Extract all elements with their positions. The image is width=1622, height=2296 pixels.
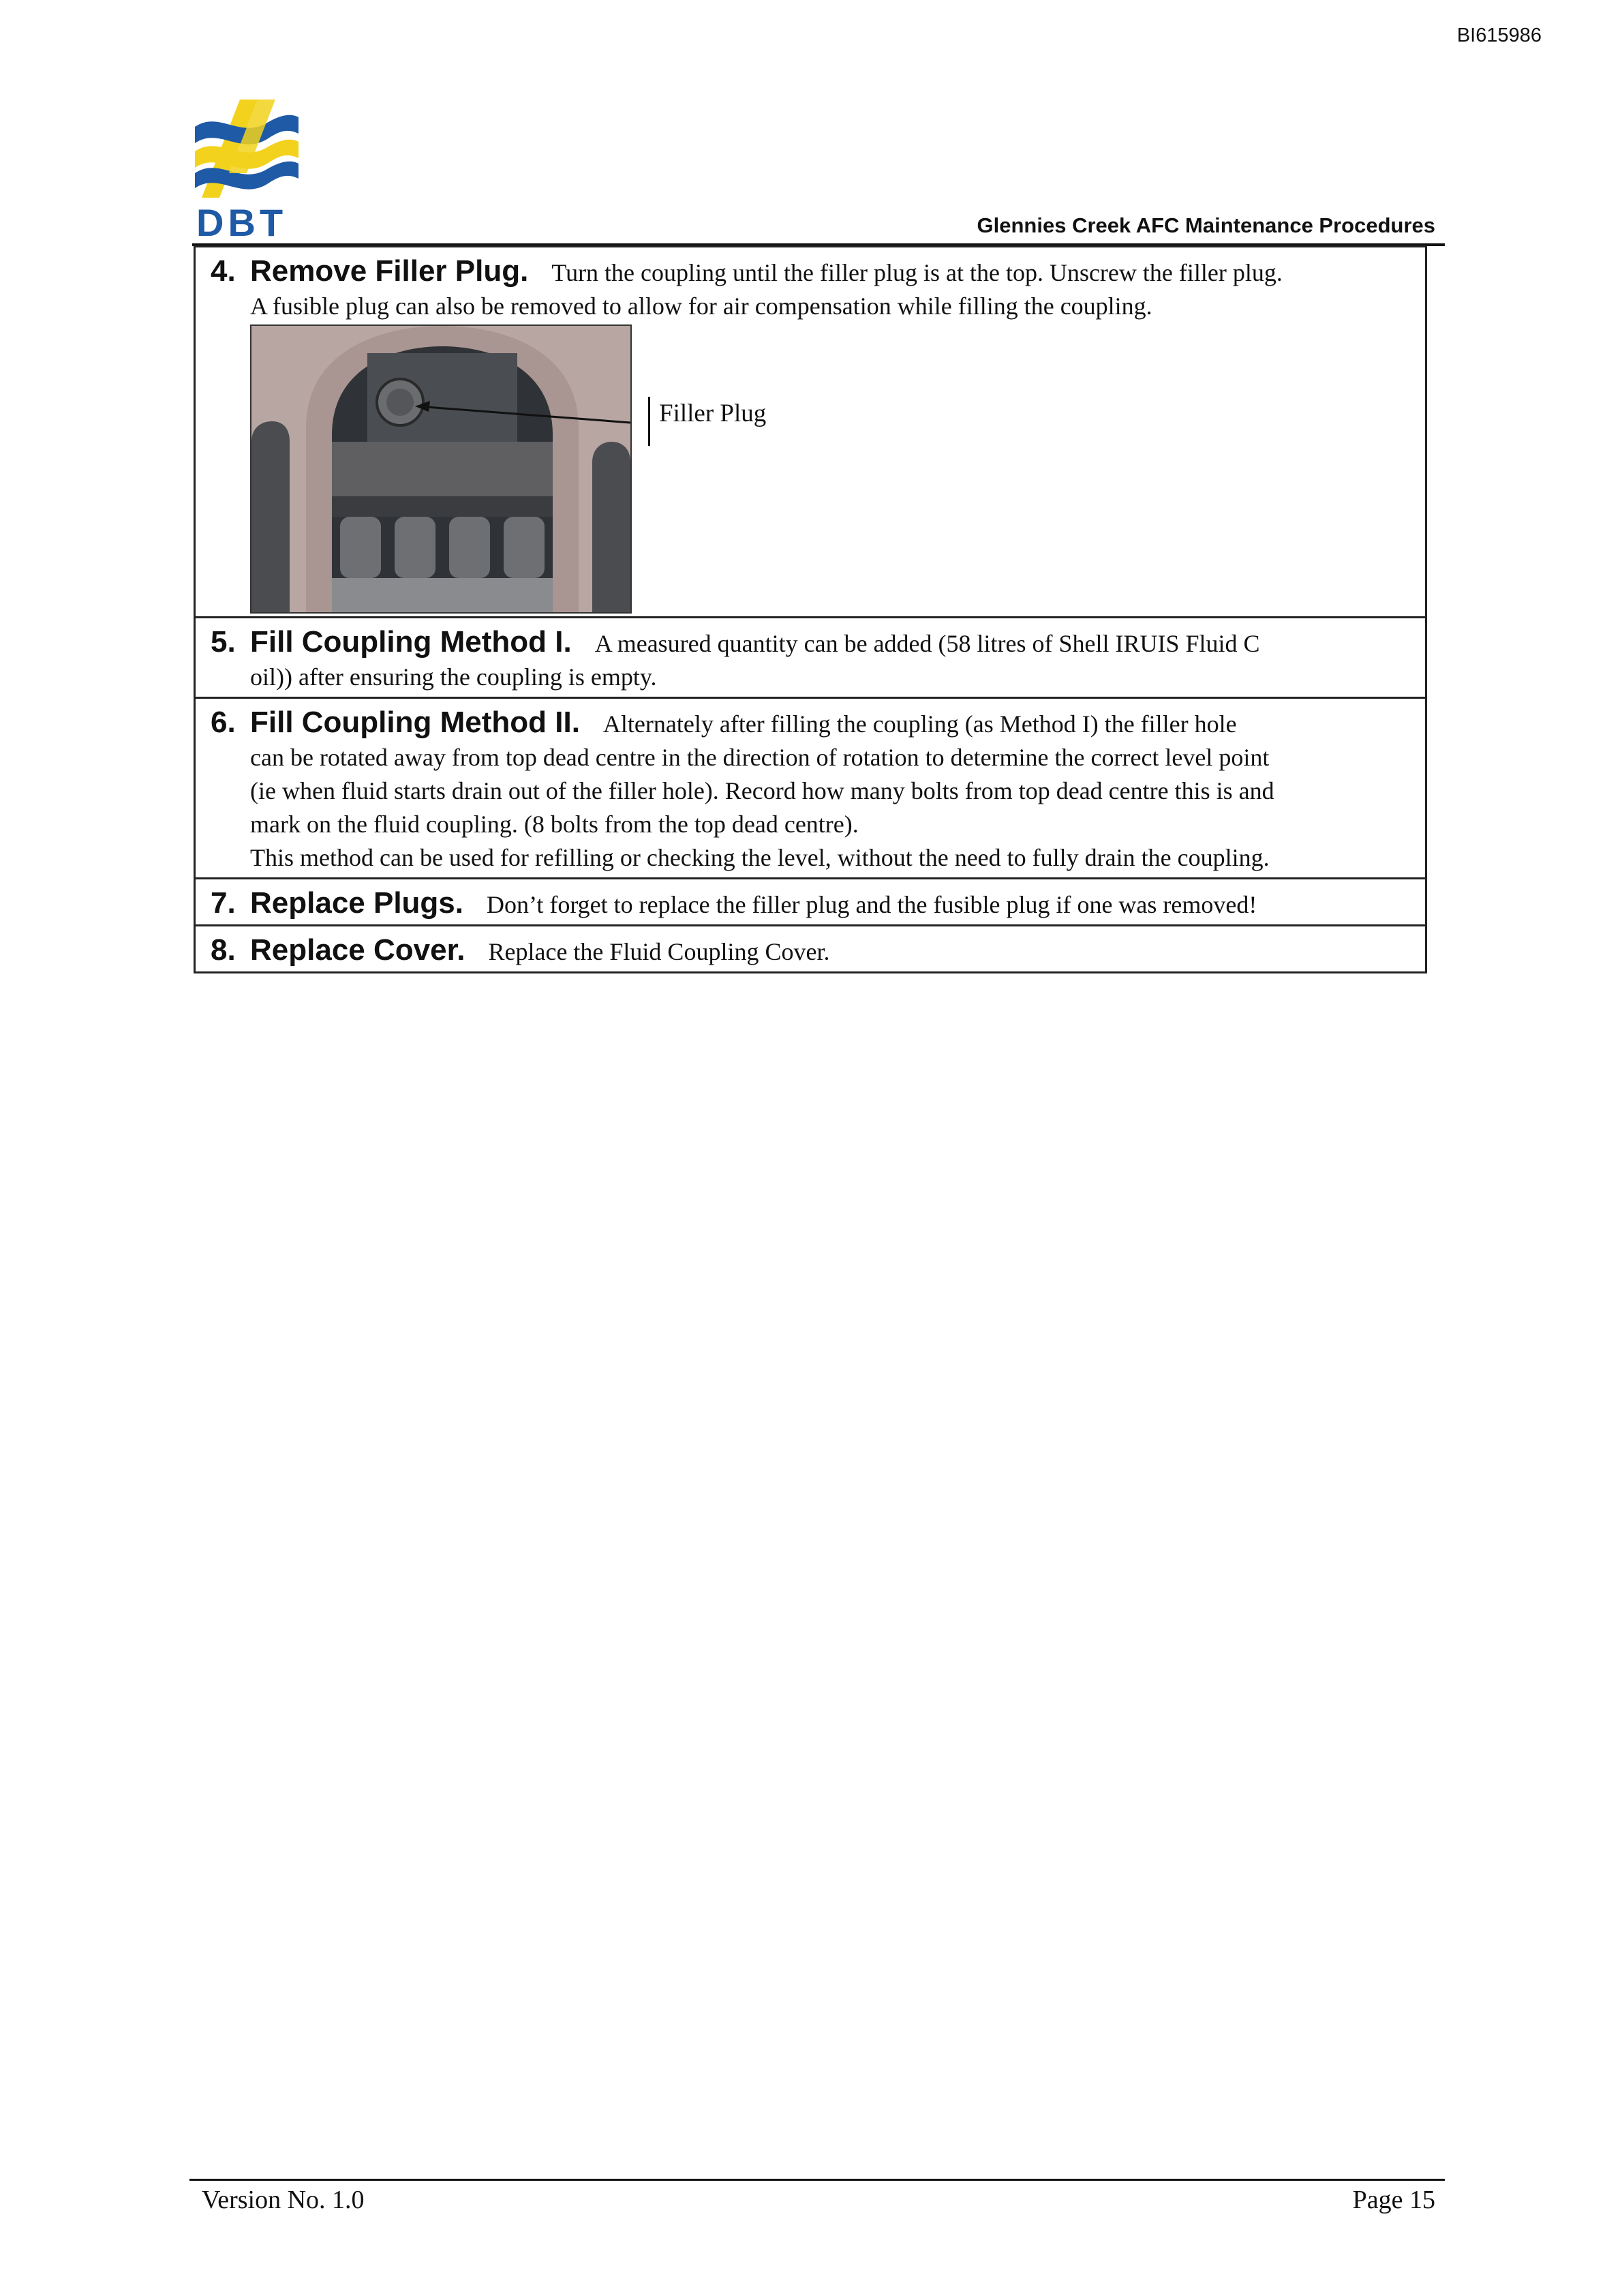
step-body: Turn the coupling until the filler plug is at the top. Unscrew the filler plug.	[551, 259, 1283, 286]
filler-plug-callout: Filler Plug	[659, 399, 767, 427]
step-body-cont: A fusible plug can also be removed to allow for air compensation while filling the coupling.	[250, 292, 1152, 320]
step-7	[196, 877, 1425, 924]
step-body-line: (ie when fluid starts drain out of the filler hole). Record how many bolts from top dead centre this is and	[250, 777, 1274, 804]
dbt-logo-text: DBT	[196, 201, 288, 240]
step-body-line: mark on the fluid coupling. (8 bolts from the top dead centre).	[250, 811, 859, 838]
document-id: BI615986	[1456, 25, 1542, 46]
header-title: Glennies Creek AFC Maintenance Procedures	[977, 213, 1435, 237]
step-body: Replace the Fluid Coupling Cover.	[488, 938, 830, 965]
step-heading: Replace Cover.	[250, 933, 465, 967]
step-body: A measured quantity can be added (58 litres of Shell IRUIS Fluid C	[594, 630, 1260, 657]
step-number: 5.	[211, 625, 236, 659]
step-6	[196, 697, 1425, 877]
step-5	[196, 616, 1425, 697]
step-heading: Fill Coupling Method II.	[250, 706, 580, 739]
dbt-logo	[192, 97, 301, 240]
step-8	[196, 924, 1425, 971]
footer-rule	[189, 2179, 1445, 2181]
version-number: Version No. 1.0	[202, 2186, 365, 2214]
procedure-steps	[194, 245, 1427, 973]
fluid-coupling-photo	[250, 324, 632, 614]
step-body: Don’t forget to replace the filler plug and the fusible plug if one was removed!	[487, 891, 1257, 918]
page-number: Page 15	[1352, 2186, 1435, 2214]
step-body-line: can be rotated away from top dead centre in the direction of rotation to determine the correct level point	[250, 744, 1270, 771]
step-heading: Fill Coupling Method I.	[250, 625, 572, 659]
filler-plug-figure	[250, 324, 1406, 614]
step-body: Alternately after filling the coupling (as Method I) the filler hole	[602, 710, 1237, 738]
step-number: 8.	[211, 933, 236, 967]
step-number: 4.	[211, 254, 236, 288]
callout-bar	[648, 397, 650, 446]
step-body-line: This method can be used for refilling or checking the level, without the need to fully drain the coupling.	[250, 844, 1270, 871]
step-heading: Replace Plugs.	[250, 886, 464, 920]
step-heading: Remove Filler Plug.	[250, 254, 529, 288]
step-number: 6.	[211, 706, 236, 739]
step-4	[196, 245, 1425, 616]
dbt-logo-icon	[192, 97, 301, 240]
step-body-cont: oil)) after ensuring the coupling is empty.	[250, 663, 657, 691]
step-number: 7.	[211, 886, 236, 920]
